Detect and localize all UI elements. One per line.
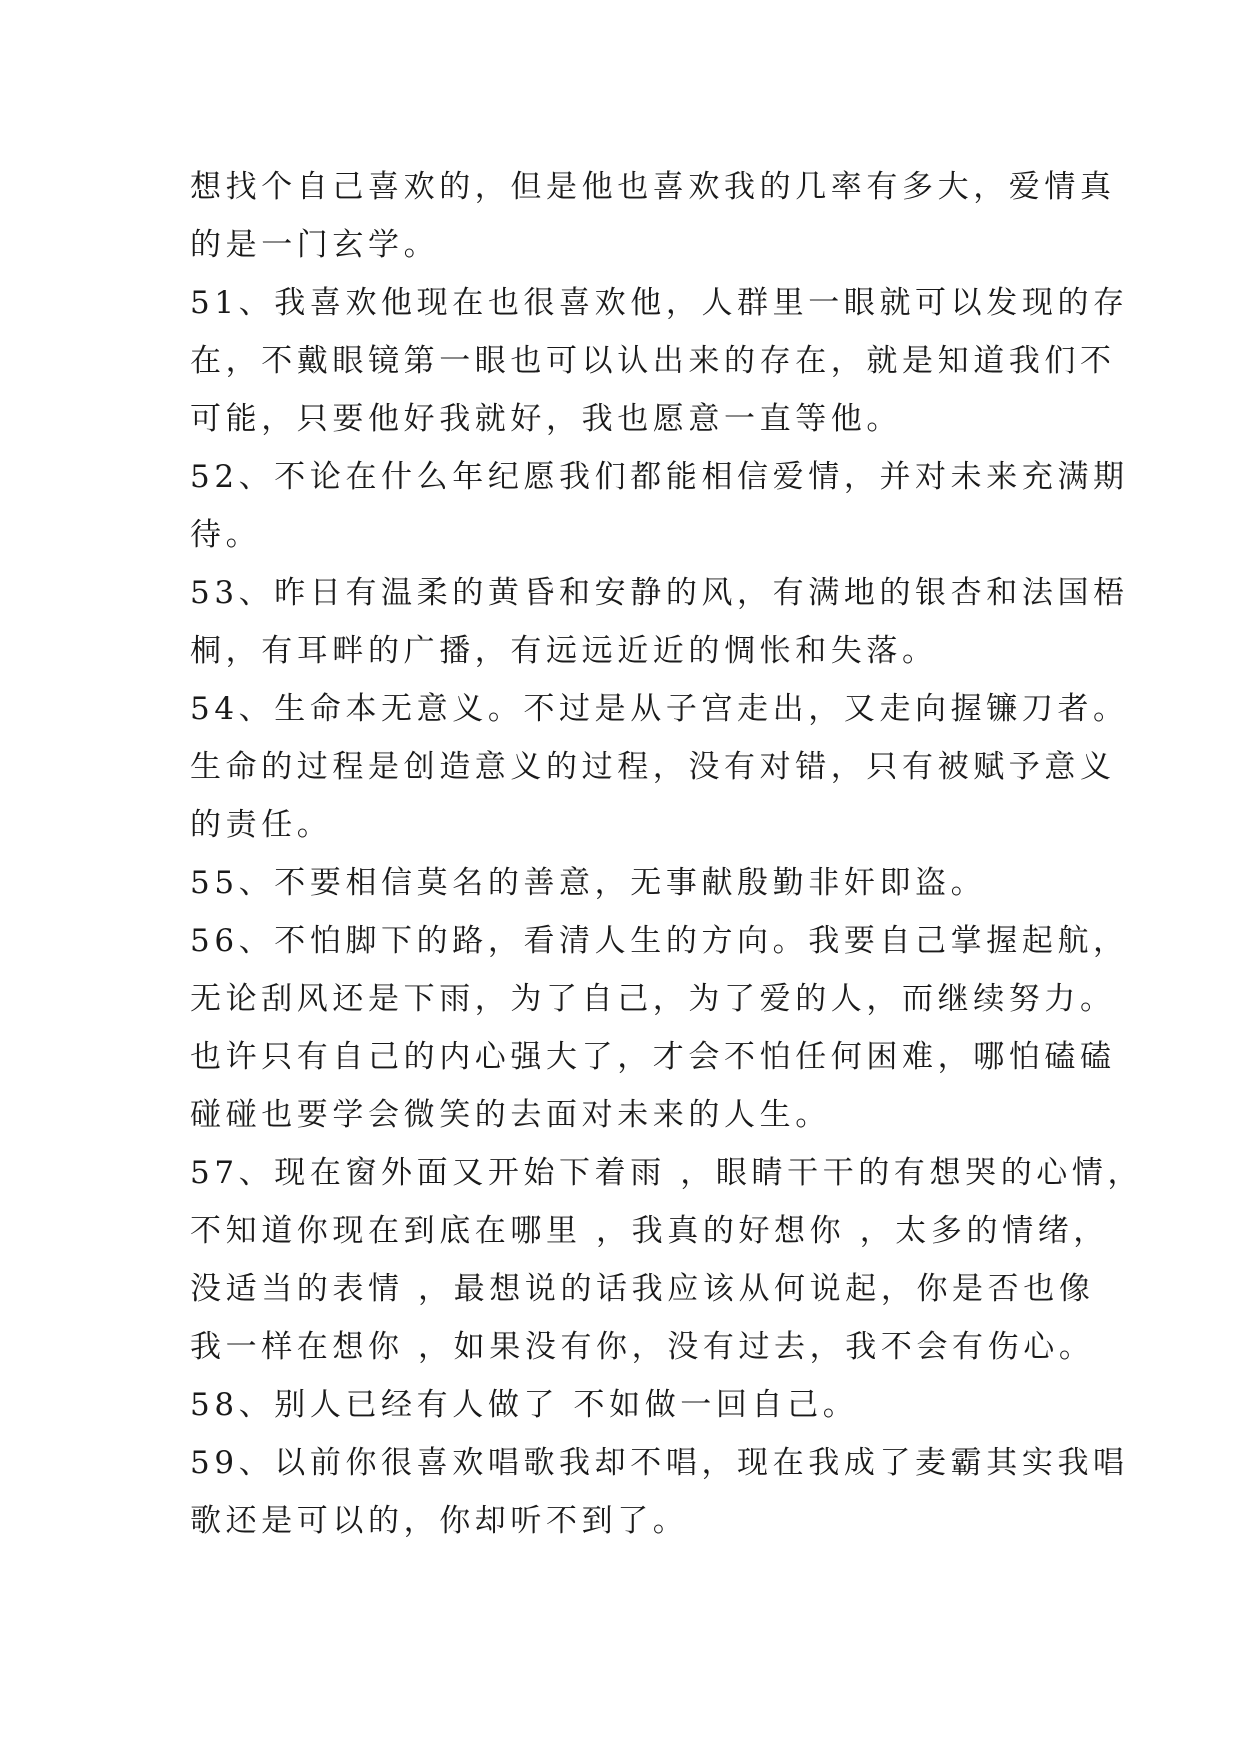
text-line: 没适当的表情 ，最想说的话我应该从何说起，你是否也像: [190, 1271, 1095, 1307]
text-line: 不知道你现在到底在哪里 ，我真的好想你 ，太多的情绪，: [190, 1213, 1109, 1249]
text-line: 59、以前你很喜欢唱歌我却不唱，现在我成了麦霸其实我唱: [190, 1445, 1129, 1481]
text-line: 56、不怕脚下的路，看清人生的方向。我要自己掌握起航，: [190, 923, 1129, 959]
text-line: 的是一门玄学。: [190, 227, 440, 263]
text-line: 桐，有耳畔的广播，有远远近近的惆怅和失落。: [190, 633, 938, 669]
text-line: 的责任。: [190, 807, 333, 843]
text-line: 55、不要相信莫名的善意，无事献殷勤非奸即盗。: [190, 865, 987, 901]
text-line: 54、生命本无意义。不过是从子宫走出，又走向握镰刀者。: [190, 691, 1129, 727]
text-line: 歌还是可以的，你却听不到了。: [190, 1503, 689, 1539]
text-line: 在，不戴眼镜第一眼也可以认出来的存在，就是知道我们不: [190, 343, 1116, 379]
text-line: 我一样在想你 ，如果没有你，没有过去，我不会有伤心。: [190, 1329, 1095, 1365]
text-line: 52、不论在什么年纪愿我们都能相信爱情，并对未来充满期: [190, 459, 1129, 495]
text-line: 无论刮风还是下雨，为了自己，为了爱的人，而继续努力。: [190, 981, 1116, 1017]
text-line: 51、我喜欢他现在也很喜欢他，人群里一眼就可以发现的存: [190, 285, 1129, 321]
text-line: 待。: [190, 517, 262, 553]
text-line: 可能，只要他好我就好，我也愿意一直等他。: [190, 401, 902, 437]
text-line: 碰碰也要学会微笑的去面对未来的人生。: [190, 1097, 831, 1133]
document-body: [190, 158, 1144, 1550]
text-line: 53、昨日有温柔的黄昏和安静的风，有满地的银杏和法国梧: [190, 575, 1129, 611]
text-line: 也许只有自己的内心强大了，才会不怕任何困难，哪怕磕磕: [190, 1039, 1116, 1075]
text-line: 生命的过程是创造意义的过程，没有对错，只有被赋予意义: [190, 749, 1116, 785]
text-line: 想找个自己喜欢的，但是他也喜欢我的几率有多大，爱情真: [190, 169, 1116, 205]
text-line: 57、现在窗外面又开始下着雨 ，眼睛干干的有想哭的心情，: [190, 1155, 1144, 1191]
text-line: 58、别人已经有人做了 不如做一回自己。: [190, 1387, 859, 1423]
